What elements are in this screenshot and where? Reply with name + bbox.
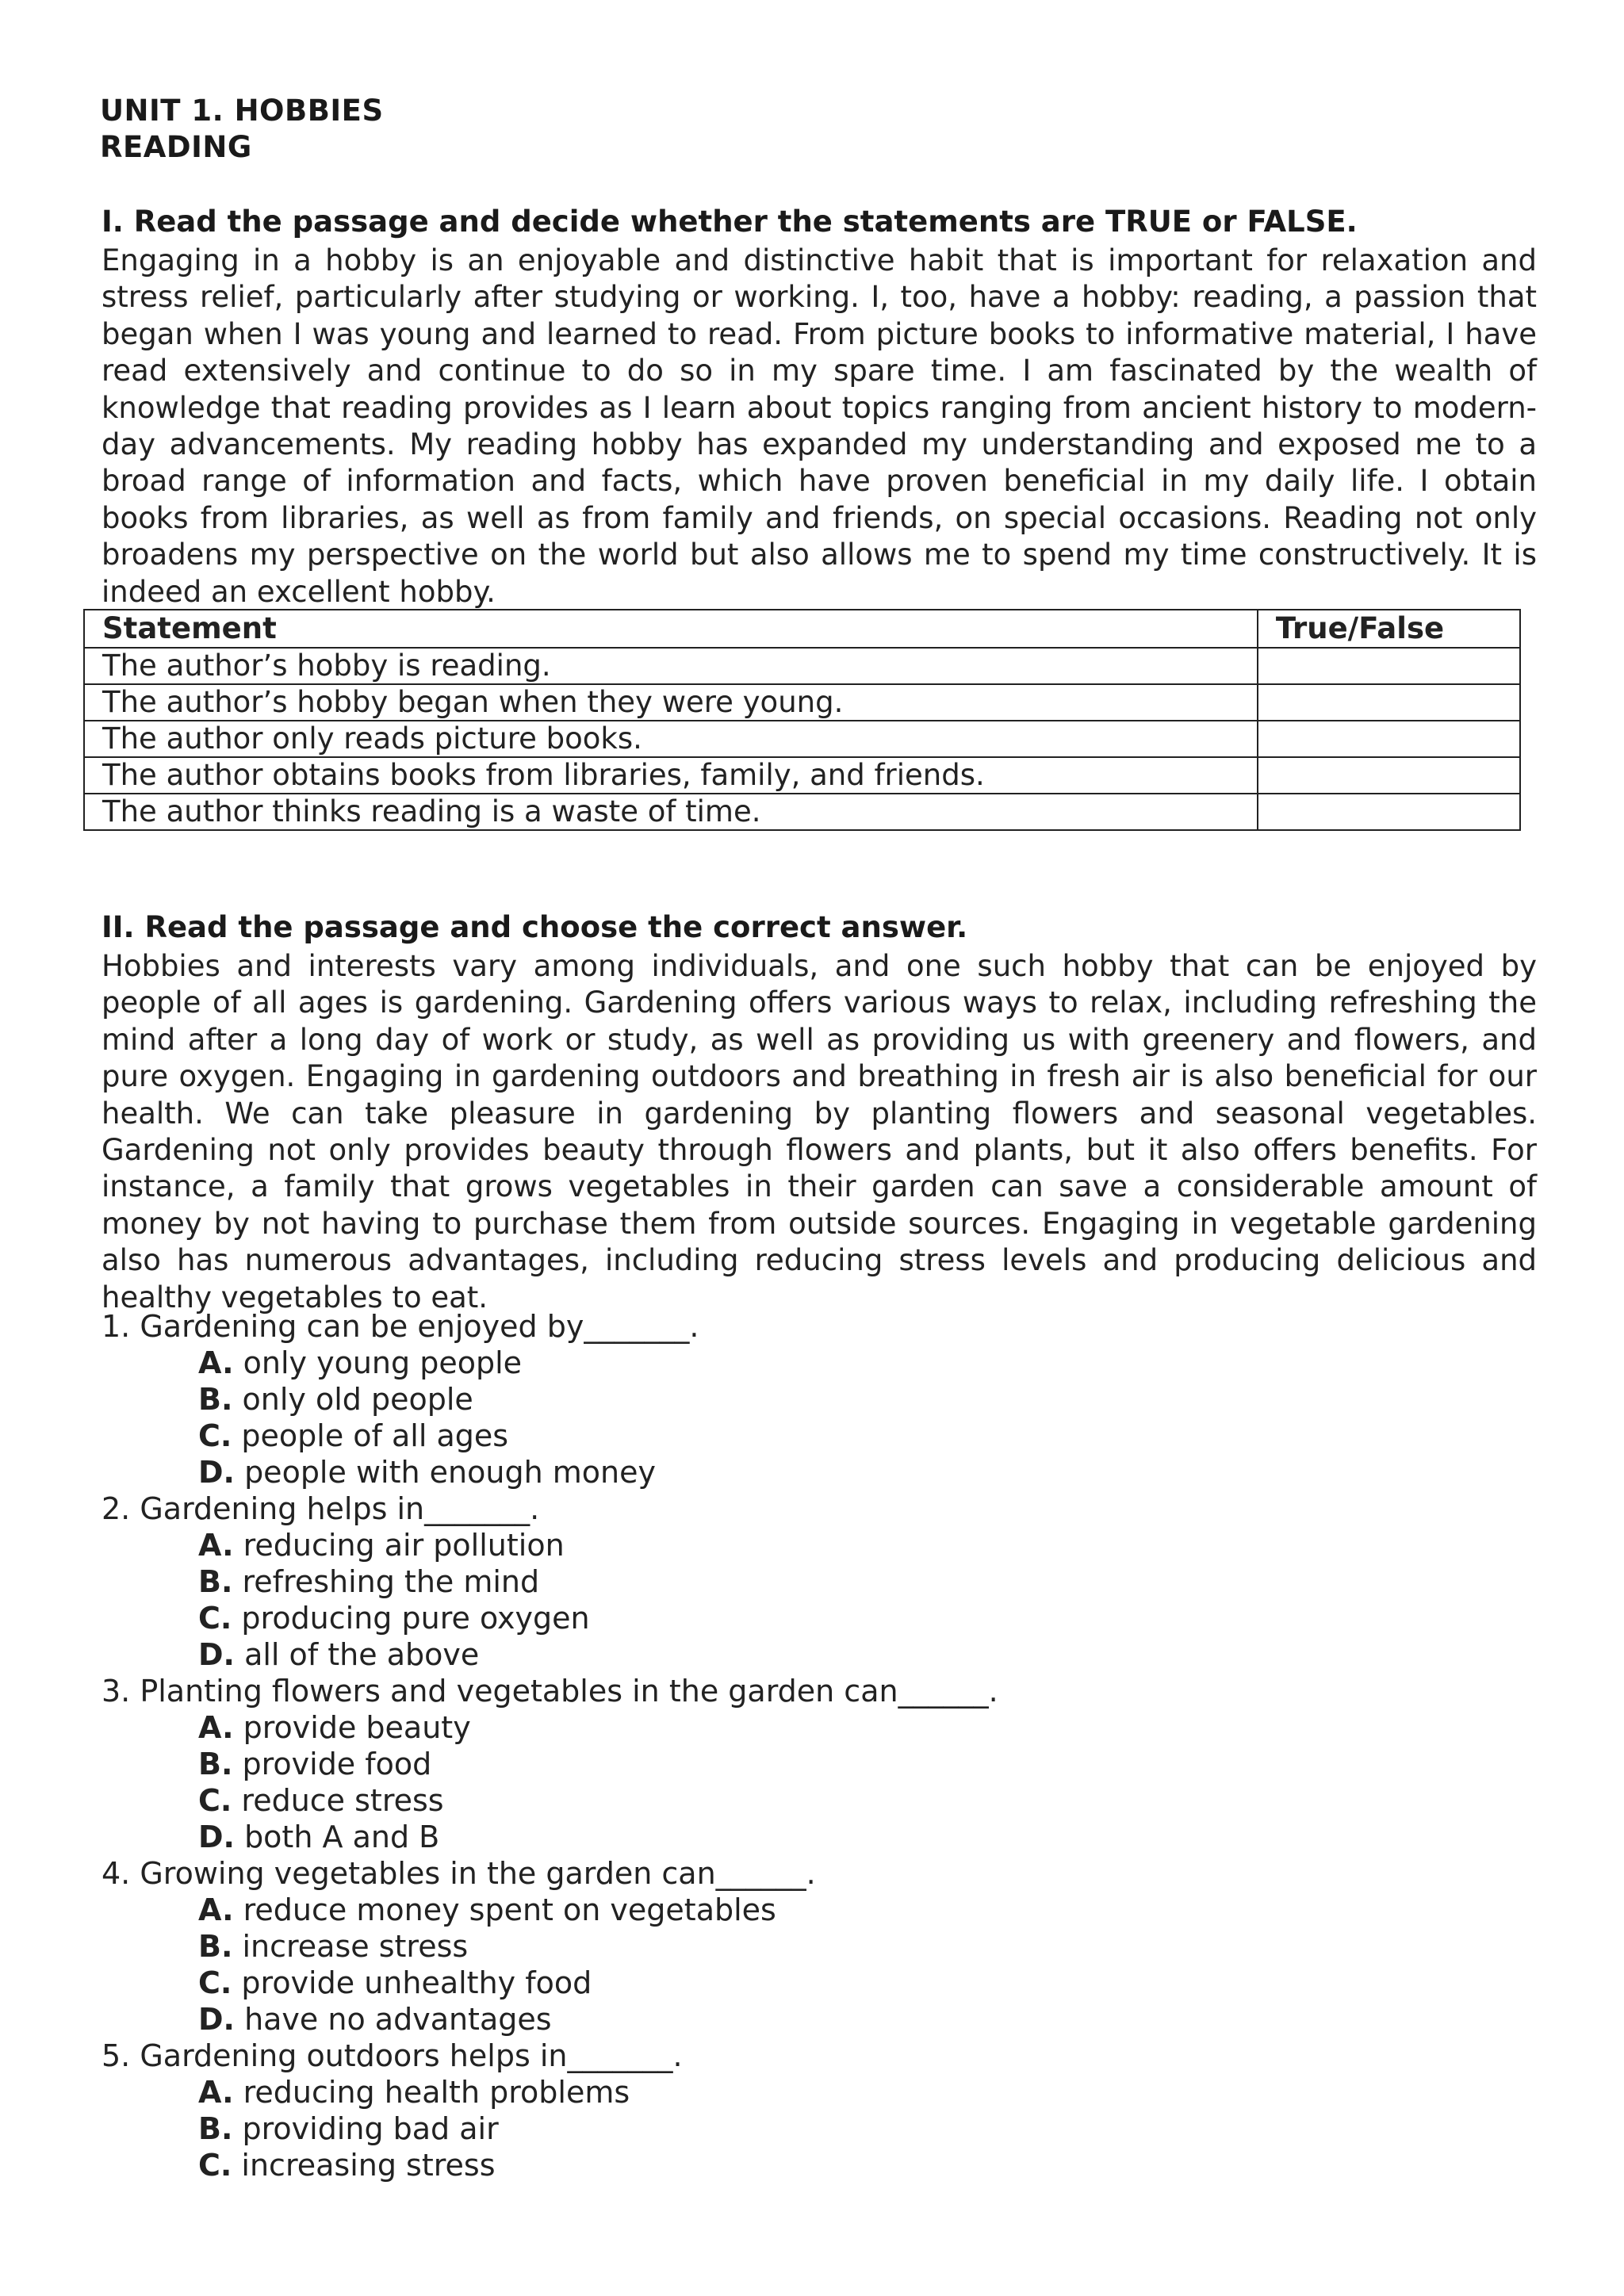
table-header-row <box>84 610 1520 648</box>
answer-option-d[interactable] <box>102 1636 1529 1673</box>
option-letter: C. <box>198 1783 232 1818</box>
question-2 <box>102 1490 1529 1673</box>
table-row <box>84 721 1520 757</box>
answer-option-c[interactable] <box>102 1965 1529 2001</box>
answer-cell[interactable] <box>1258 684 1520 721</box>
statement-column-header: Statement <box>84 610 1258 648</box>
option-text: only old people <box>232 1382 473 1417</box>
question-stem: 4. Growing vegetables in the garden can______. <box>102 1856 816 1891</box>
option-letter: A. <box>198 1345 234 1380</box>
option-letter: D. <box>198 1637 235 1672</box>
option-text: provide food <box>232 1747 432 1781</box>
answer-option-a[interactable] <box>102 1345 1529 1381</box>
option-text: providing bad air <box>232 2111 499 2146</box>
answer-option-c[interactable] <box>102 2147 1529 2183</box>
option-letter: A. <box>198 1710 234 1745</box>
question-stem: 3. Planting flowers and vegetables in the garden can______. <box>102 1674 998 1709</box>
option-text: increasing stress <box>232 2148 496 2183</box>
answer-cell[interactable] <box>1258 757 1520 794</box>
option-text: have no advantages <box>234 2002 552 2037</box>
answer-option-d[interactable] <box>102 1454 1529 1490</box>
true-false-table <box>83 609 1521 831</box>
true-false-column-header: True/False <box>1258 610 1520 648</box>
statement-cell: The author only reads picture books. <box>84 721 1258 757</box>
option-letter: D. <box>198 1455 235 1490</box>
answer-option-b[interactable] <box>102 1746 1529 1782</box>
option-text: provide unhealthy food <box>232 1965 592 2000</box>
option-letter: C. <box>198 1965 232 2000</box>
statement-cell: The author’s hobby began when they were young. <box>84 684 1258 721</box>
unit-title: UNIT 1. HOBBIES <box>100 94 384 128</box>
option-text: reducing air pollution <box>233 1528 565 1563</box>
question-4 <box>102 1855 1529 2038</box>
question-5 <box>102 2038 1529 2183</box>
answer-option-a[interactable] <box>102 2074 1529 2110</box>
option-text: provide beauty <box>233 1710 471 1745</box>
question-stem: 5. Gardening outdoors helps in_______. <box>102 2038 683 2073</box>
answer-cell[interactable] <box>1258 721 1520 757</box>
question-3 <box>102 1673 1529 1855</box>
option-letter: B. <box>198 1382 233 1417</box>
option-letter: B. <box>198 1564 233 1599</box>
section-2-passage: Hobbies and interests vary among individuals, and one such hobby that can be enjoyed by people of all ages is gardening. Gardening offers various ways to relax, including refreshing the mind after a long day of work or study, as well as providing us with greenery and flowers, and pure oxygen. Engaging in gardening outdoors and breathing in fresh air is also beneficial for our health. We can take pleasure in gardening by planting flowers and seasonal vegetables. Gardening not only provides beauty through flowers and plants, but it also offers benefits. For instance, a family that grows vegetables in their garden can save a considerable amount of money by not having to purchase them from outside sources. Engaging in vegetable gardening also has numerous advantages, including reducing stress levels and producing delicious and healthy vegetables to eat. <box>102 949 1537 1314</box>
option-letter: A. <box>198 2075 234 2110</box>
option-letter: A. <box>198 1528 234 1563</box>
option-text: reducing health problems <box>233 2075 630 2110</box>
option-text: reduce money spent on vegetables <box>233 1892 776 1927</box>
table-row <box>84 648 1520 684</box>
question-1 <box>102 1308 1529 1490</box>
skill-title: READING <box>100 130 252 164</box>
option-text: only young people <box>233 1345 523 1380</box>
section-2-title: II. Read the passage and choose the correct answer. <box>102 910 968 944</box>
answer-option-c[interactable] <box>102 1600 1529 1636</box>
section-1-passage: Engaging in a hobby is an enjoyable and distinctive habit that is important for relaxation and stress relief, particularly after studying or working. I, too, have a hobby: reading, a passion that began when I was young and learned to read. From picture books to informative material, I have read extensively and continue to do so in my spare time. I am fascinated by the wealth of knowledge that reading provides as I learn about topics ranging from ancient history to modern-day advancements. My reading hobby has expanded my understanding and exposed me to a broad range of information and facts, which have proven beneficial in my daily life. I obtain books from libraries, as well as from family and friends, on special occasions. Reading not only broadens my perspective on the world but also allows me to spend my time constructively. It is indeed an excellent hobby. <box>102 243 1537 609</box>
answer-cell[interactable] <box>1258 794 1520 830</box>
option-text: producing pure oxygen <box>232 1601 590 1636</box>
option-text: reduce stress <box>232 1783 444 1818</box>
table-row <box>84 757 1520 794</box>
answer-option-a[interactable] <box>102 1892 1529 1928</box>
statement-cell: The author’s hobby is reading. <box>84 648 1258 684</box>
question-list <box>102 1308 1529 2183</box>
option-text: people of all ages <box>232 1418 509 1453</box>
option-letter: B. <box>198 2111 233 2146</box>
answer-option-c[interactable] <box>102 1782 1529 1819</box>
answer-option-c[interactable] <box>102 1418 1529 1454</box>
table-row <box>84 684 1520 721</box>
option-letter: C. <box>198 2148 232 2183</box>
option-letter: C. <box>198 1601 232 1636</box>
answer-option-a[interactable] <box>102 1527 1529 1563</box>
option-text: all of the above <box>234 1637 480 1672</box>
option-letter: B. <box>198 1747 233 1781</box>
answer-option-b[interactable] <box>102 2110 1529 2147</box>
statement-cell: The author thinks reading is a waste of time. <box>84 794 1258 830</box>
answer-option-a[interactable] <box>102 1709 1529 1746</box>
question-stem: 1. Gardening can be enjoyed by_______. <box>102 1309 699 1344</box>
option-text: refreshing the mind <box>232 1564 540 1599</box>
option-text: increase stress <box>232 1929 469 1964</box>
answer-cell[interactable] <box>1258 648 1520 684</box>
answer-option-b[interactable] <box>102 1928 1529 1965</box>
option-text: people with enough money <box>234 1455 656 1490</box>
option-letter: C. <box>198 1418 232 1453</box>
answer-option-d[interactable] <box>102 1819 1529 1855</box>
option-letter: D. <box>198 1820 235 1854</box>
answer-option-b[interactable] <box>102 1563 1529 1600</box>
option-letter: B. <box>198 1929 233 1964</box>
table-row <box>84 794 1520 830</box>
section-1-title: I. Read the passage and decide whether the statements are TRUE or FALSE. <box>102 205 1358 239</box>
statement-cell: The author obtains books from libraries, family, and friends. <box>84 757 1258 794</box>
answer-option-d[interactable] <box>102 2001 1529 2038</box>
question-stem: 2. Gardening helps in_______. <box>102 1491 540 1526</box>
option-letter: D. <box>198 2002 235 2037</box>
option-text: both A and B <box>234 1820 440 1854</box>
answer-option-b[interactable] <box>102 1381 1529 1418</box>
option-letter: A. <box>198 1892 234 1927</box>
